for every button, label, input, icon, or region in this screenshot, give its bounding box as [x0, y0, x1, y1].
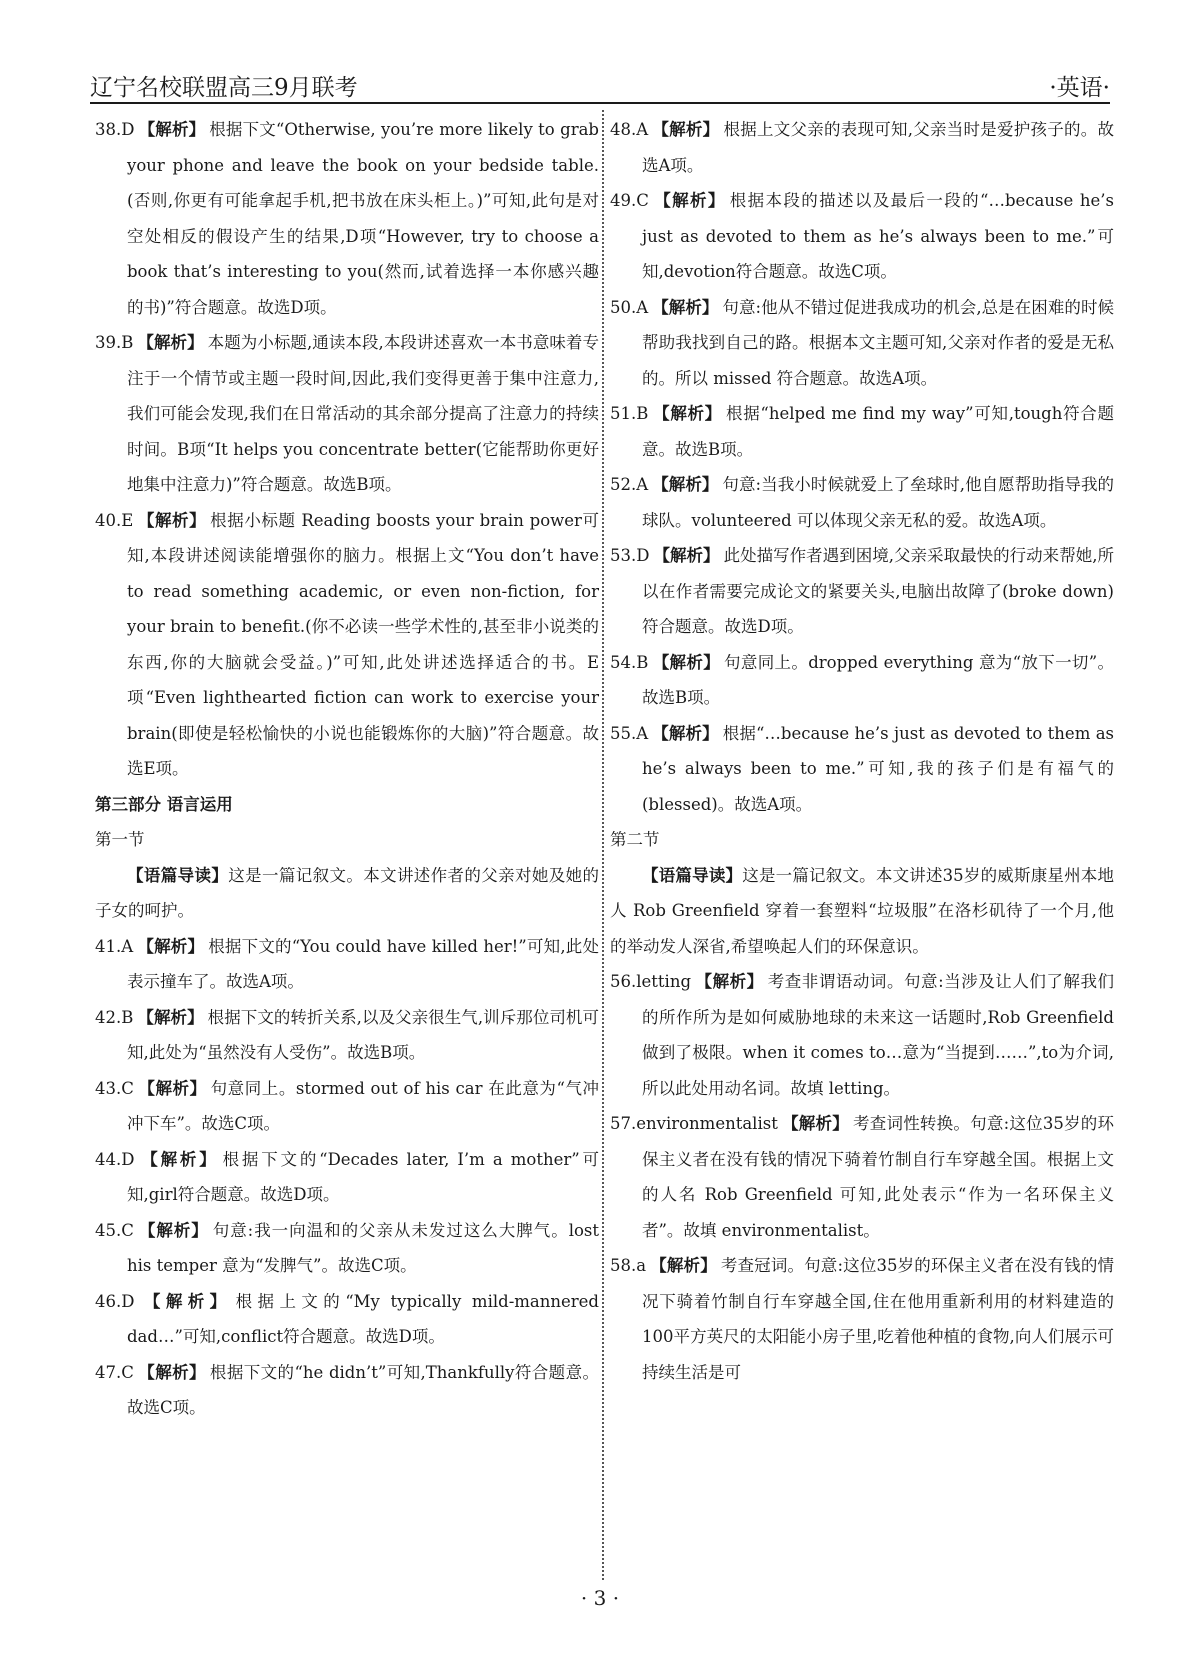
answer-item: [95, 929, 599, 1000]
analysis-tag: 【解析】: [653, 546, 720, 565]
analysis-tag: 【解析】: [695, 972, 764, 991]
subject-label: ·英语·: [1049, 75, 1110, 101]
answer-item: [95, 325, 599, 503]
answer-item: [610, 183, 1114, 290]
answer-number: 55.A: [610, 723, 649, 743]
analysis-text: 此处描写作者遇到困境,父亲采取最快的行动来帮她,所以在作者需要完成论文的紧要关头,电脑出故障了(broke down)符合题意。故选D项。: [642, 546, 1114, 636]
answer-item: [610, 645, 1114, 716]
answer-number: 58.a: [610, 1256, 647, 1275]
answer-item: [95, 1284, 599, 1355]
analysis-text: 考查非谓语动词。句意:当涉及让人们了解我们的所作所为是如何威胁地球的未来这一话题时,Rob Greenfield 做到了极限。when it comes to…意为“当提到……”,to为介词,所以此处用动名词。故填 letting。: [642, 972, 1114, 1098]
answer-item: [610, 538, 1114, 645]
answer-item: [610, 1248, 1114, 1390]
analysis-tag: 【解析】: [652, 475, 719, 494]
analysis-text: 根据下文的“Decades later, I’m a mother”可知,girl符合题意。故选D项。: [127, 1149, 599, 1204]
answer-item: [610, 290, 1114, 397]
analysis-tag: 【解析】: [137, 510, 207, 530]
passage-intro: [95, 858, 599, 929]
left-column: [95, 112, 599, 1426]
analysis-text: 根据下文的转折关系,以及父亲很生气,训斥那位司机可知,此处为“虽然没有人受伤”。故选B项。: [127, 1007, 599, 1062]
analysis-tag: 【解析】: [650, 1256, 717, 1275]
analysis-tag: 【解析】: [138, 1291, 232, 1311]
answer-item: [610, 112, 1114, 183]
subsection-heading: 第二节: [610, 830, 660, 849]
answer-number: 51.B: [610, 404, 649, 423]
analysis-text: 句意同上。dropped everything 意为“放下一切”。故选B项。: [642, 652, 1115, 707]
answer-number: 56.letting: [610, 972, 692, 991]
analysis-tag: 【解析】: [652, 120, 720, 139]
analysis-text: 根据小标题 Reading boosts your brain power可知,本段讲述阅读能增强你的脑力。根据上文“You don’t have to read something academic, or even non-fiction, for your brain to benefit.(你不必读一些学术性的,甚至非小说类的东西,你的大脑就会受益。)”可知,此处讲述选择适合的书。E项“Even lighthearted fiction can work to exercise your brain(即使是轻松愉快的小说也能锻炼你的大脑)”符合题意。故选E项。: [127, 510, 599, 778]
answer-number: 46.D: [95, 1291, 135, 1311]
analysis-text: 句意:当我小时候就爱上了垒球时,他自愿帮助指导我的球队。volunteered 可以体现父亲无私的爱。故选A项。: [642, 475, 1114, 530]
analysis-tag: 【解析】: [138, 1149, 219, 1169]
answer-number: 54.B: [610, 652, 649, 672]
analysis-tag: 【解析】: [137, 333, 204, 352]
analysis-tag: 【解析】: [652, 191, 726, 210]
analysis-tag: 【解析】: [137, 936, 205, 956]
analysis-tag: 【解析】: [137, 1362, 206, 1382]
answer-item: [95, 1000, 599, 1071]
intro-tag: 【语篇导读】: [127, 865, 229, 885]
answer-number: 41.A: [95, 936, 134, 956]
answer-number: 52.A: [610, 475, 649, 494]
answer-number: 39.B: [95, 333, 134, 352]
analysis-text: 考查冠词。句意:这位35岁的环保主义者在没有钱的情况下骑着竹制自行车穿越全国,住在他用重新利用的材料建造的100平方英尺的太阳能小房子里,吃着他种植的食物,向人们展示可持续生活是可: [642, 1256, 1114, 1382]
analysis-tag: 【解析】: [652, 723, 719, 743]
analysis-tag: 【解析】: [137, 1078, 207, 1098]
intro-tag: 【语篇导读】: [642, 865, 743, 885]
analysis-text: 句意:我一向温和的父亲从未发过这么大脾气。lost his temper 意为“发脾气”。故选C项。: [127, 1220, 599, 1275]
analysis-text: 根据上文父亲的表现可知,父亲当时是爱护孩子的。故选A项。: [642, 120, 1115, 175]
page-header: [90, 62, 1110, 102]
answer-number: 57.environmentalist: [610, 1114, 778, 1133]
answer-item: [95, 1142, 599, 1213]
analysis-tag: 【解析】: [652, 404, 722, 423]
section-heading: 第三部分 语言运用: [95, 794, 233, 814]
analysis-tag: 【解析】: [652, 652, 721, 672]
analysis-text: 根据下文的“he didn’t”可知,Thankfully符合题意。故选C项。: [127, 1362, 600, 1417]
answer-number: 43.C: [95, 1078, 134, 1098]
analysis-text: 本题为小标题,通读本段,本段讲述喜欢一本书意味着专注于一个情节或主题一段时间,因此,我们变得更善于集中注意力,我们可能会发现,我们在日常活动的其余部分提高了注意力的持续时间。B项“It helps you concentrate better(它能帮助你更好地集中注意力)”符合题意。故选B项。: [127, 333, 599, 494]
answer-number: 44.D: [95, 1149, 135, 1169]
analysis-text: 句意同上。stormed out of his car 在此意为“气冲冲下车”。故选C项。: [127, 1078, 600, 1133]
header-rule: [90, 102, 1110, 104]
answer-item: [95, 503, 599, 787]
answer-item: [610, 1106, 1114, 1248]
passage-intro: [610, 858, 1114, 965]
intro-text: 这是一篇记叙文。本文讲述35岁的威斯康星州本地人 Rob Greenfield 穿着一套塑料“垃圾服”在洛杉矶待了一个月,他的举动发人深省,希望唤起人们的环保意识。: [610, 865, 1115, 956]
analysis-tag: 【解析】: [137, 1220, 209, 1240]
answer-number: 38.D: [95, 120, 135, 139]
analysis-text: 根据“…because he’s just as devoted to them as he’s always been to me.”可知,我的孩子们是有福气的(blessed)。故选A项。: [642, 723, 1114, 814]
analysis-text: 根据下文的“You could have killed her!”可知,此处表示撞车了。故选A项。: [127, 936, 599, 991]
answer-item: [610, 467, 1114, 538]
analysis-text: 考查词性转换。句意:这位35岁的环保主义者在没有钱的情况下骑着竹制自行车穿越全国。根据上文的人名 Rob Greenfield 可知,此处表示“作为一名环保主义者”。故填 environmentalist。: [642, 1114, 1115, 1240]
analysis-text: 根据上文的“My typically mild-mannered dad…”可知,conflict符合题意。故选D项。: [127, 1291, 599, 1346]
answer-number: 49.C: [610, 191, 649, 210]
right-column: [610, 112, 1114, 1390]
analysis-text: 根据本段的描述以及最后一段的“…because he’s just as devoted to them as he’s always been to me.”可知,devotion符合题意。故选C项。: [642, 191, 1114, 281]
answer-item: [610, 964, 1114, 1106]
answer-number: 47.C: [95, 1362, 134, 1382]
answer-number: 53.D: [610, 546, 650, 565]
answer-number: 42.B: [95, 1007, 134, 1027]
analysis-tag: 【解析】: [137, 1007, 204, 1027]
intro-text: 这是一篇记叙文。本文讲述作者的父亲对她及她的子女的呵护。: [95, 865, 600, 920]
answer-number: 40.E: [95, 510, 134, 530]
answer-item: [95, 1213, 599, 1284]
answer-number: 45.C: [95, 1220, 134, 1240]
analysis-text: 句意:他从不错过促进我成功的机会,总是在困难的时候帮助我找到自己的路。根据本文主题可知,父亲对作者的爱是无私的。所以 missed 符合题意。故选A项。: [642, 297, 1114, 388]
exam-title: 辽宁名校联盟高三9月联考: [90, 75, 358, 101]
subsection-heading: 第一节: [95, 830, 145, 849]
analysis-tag: 【解析】: [138, 120, 206, 139]
analysis-tag: 【解析】: [781, 1114, 849, 1133]
analysis-tag: 【解析】: [652, 297, 719, 317]
answer-item: [610, 716, 1114, 823]
answer-number: 50.A: [610, 297, 649, 317]
column-divider: [602, 110, 604, 1580]
analysis-text: 根据“helped me find my way”可知,tough符合题意。故选B项。: [642, 404, 1115, 459]
answer-item: [95, 1355, 599, 1426]
analysis-text: 根据下文“Otherwise, you’re more likely to grab your phone and leave the book on your bedside table.(否则,你更有可能拿起手机,把书放在床头柜上。)”可知,此句是对空处相反的假设产生的结果,D项“However, try to choose a book that’s interesting to you(然而,试着选择一本你感兴趣的书)”符合题意。故选D项。: [127, 120, 599, 317]
answer-item: [95, 1071, 599, 1142]
page-number: · 3 ·: [580, 1586, 620, 1610]
answer-item: [95, 112, 599, 325]
answer-number: 48.A: [610, 120, 649, 139]
answer-item: [610, 396, 1114, 467]
